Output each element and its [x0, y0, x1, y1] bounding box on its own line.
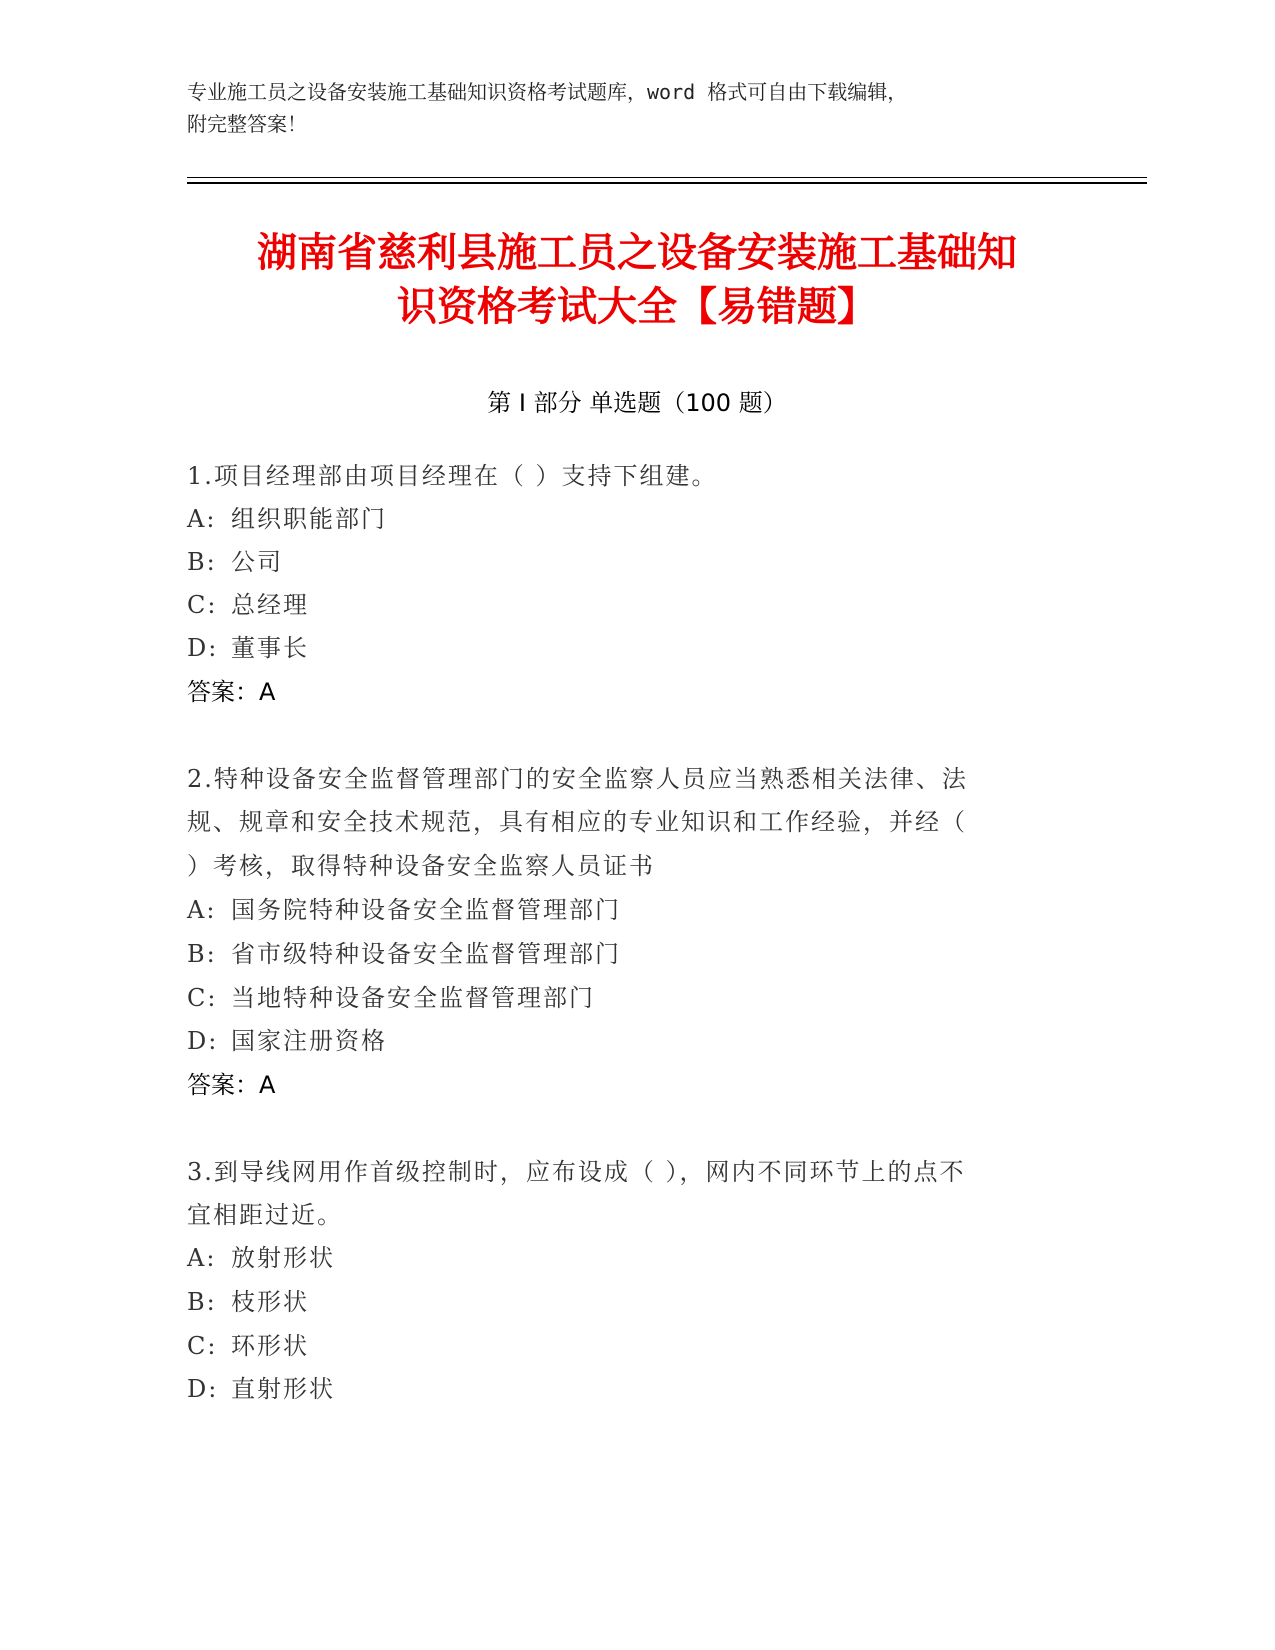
option-letter: D: — [187, 1375, 219, 1403]
option-text: 总经理 — [231, 591, 309, 619]
option-text: 放射形状 — [231, 1244, 335, 1272]
option-text: 环形状 — [231, 1332, 309, 1360]
option-letter: B: — [187, 940, 217, 968]
question-3-stem-line-1: 3.到导线网用作首级控制时，应布设成（ ），网内不同环节上的点不 — [187, 1158, 966, 1186]
question-2-stem-line-3: ）考核，取得特种设备安全监察人员证书 — [187, 852, 655, 880]
document-title — [187, 226, 1087, 334]
option-letter: A: — [187, 505, 217, 533]
question-3-option-b — [187, 1280, 1067, 1324]
option-text: 公司 — [231, 548, 283, 576]
question-1-stem-line-1: 1.项目经理部由项目经理在（ ）支持下组建。 — [187, 462, 718, 490]
option-text: 直射形状 — [231, 1375, 335, 1403]
header-note — [187, 76, 1067, 140]
option-letter: C: — [187, 984, 218, 1012]
option-text: 组织职能部门 — [231, 505, 387, 533]
question-3-option-a — [187, 1236, 1067, 1280]
document-title-line-2: 识资格考试大全【易错题】 — [397, 284, 877, 330]
question-2-option-b — [187, 932, 1067, 976]
question-1-option-d — [187, 626, 1067, 670]
document-title-line-1: 湖南省慈利县施工员之设备安装施工基础知 — [257, 230, 1017, 276]
option-letter: C: — [187, 591, 218, 619]
question-2-answer: 答案：A — [187, 1071, 276, 1099]
header-note-line-2: 附完整答案！ — [187, 112, 307, 136]
question-1-option-c — [187, 583, 1067, 627]
question-1-option-a — [187, 497, 1067, 541]
option-letter: C: — [187, 1332, 218, 1360]
question-3-stem-line-2: 宜相距过近。 — [187, 1201, 343, 1229]
header-rule-thick — [187, 182, 1147, 184]
question-3-option-c — [187, 1324, 1067, 1368]
option-letter: D: — [187, 1027, 219, 1055]
header-rule-thin — [187, 177, 1147, 178]
option-text: 国务院特种设备安全监督管理部门 — [231, 896, 621, 924]
option-text: 枝形状 — [231, 1288, 309, 1316]
option-letter: A: — [187, 896, 217, 924]
question-3-option-d — [187, 1367, 1067, 1411]
question-2-option-d — [187, 1019, 1067, 1063]
option-text: 董事长 — [231, 634, 309, 662]
question-1-option-b — [187, 540, 1067, 584]
option-text: 省市级特种设备安全监督管理部门 — [231, 940, 621, 968]
section-title: 第 I 部分 单选题（100 题） — [487, 389, 787, 417]
question-2-stem-line-2: 规、规章和安全技术规范，具有相应的专业知识和工作经验，并经（ — [187, 808, 967, 836]
question-1-answer: 答案：A — [187, 678, 276, 706]
question-2-stem-line-1: 2.特种设备安全监督管理部门的安全监察人员应当熟悉相关法律、法 — [187, 765, 968, 793]
option-letter: B: — [187, 548, 217, 576]
option-letter: A: — [187, 1244, 217, 1272]
option-text: 国家注册资格 — [231, 1027, 387, 1055]
question-2-option-c — [187, 976, 1067, 1020]
header-note-line-1: 专业施工员之设备安装施工基础知识资格考试题库，word 格式可自由下载编辑， — [187, 80, 908, 104]
option-letter: D: — [187, 634, 219, 662]
option-letter: B: — [187, 1288, 217, 1316]
question-2-option-a — [187, 888, 1067, 932]
option-text: 当地特种设备安全监督管理部门 — [231, 984, 595, 1012]
